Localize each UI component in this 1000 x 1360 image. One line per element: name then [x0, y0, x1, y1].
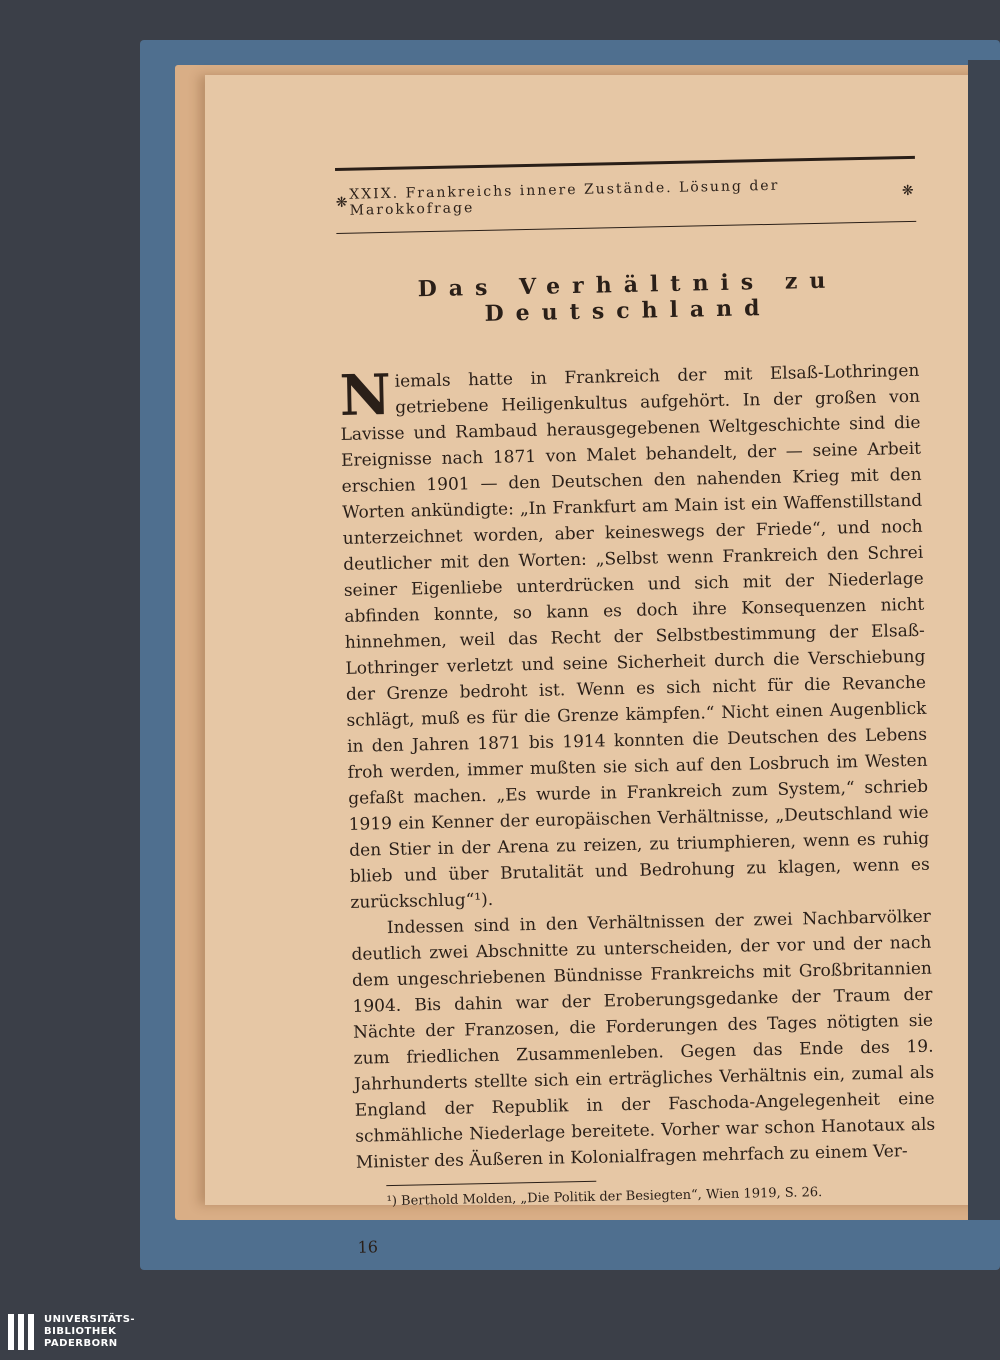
- library-logo: [8, 1312, 135, 1352]
- running-head: [335, 175, 916, 219]
- ornament-right-icon: ❋: [901, 182, 916, 200]
- section-title: Das Verhältnis zu Deutschland: [417, 267, 838, 327]
- library-logo-icon: [8, 1314, 34, 1350]
- cover-edge: [968, 60, 1000, 1220]
- page-number: 16: [357, 1237, 379, 1257]
- running-head-text: XXIX. Frankreichs innere Zustände. Lösung der Marokkofrage: [349, 177, 780, 219]
- paragraph-1-text: iemals hatte in Frankreich der mit Elsaß-Lothringen getriebene Heiligenkultus aufgehört. In der großen von Lavisse und Rambaud herausgegebenen Weltgeschichte sind die Ereignisse nach 1871 von Malet behandelt, der — seine Arbeit erschien 1901 — den Deutschen den nahenden Krieg mit den Worten ankündigte: „In Frankfurt am Main ist ein Waffenstillstand unterzeichnet worden, aber keineswegs der Friede“, und noch deutlicher mit den Worten: „Selbst wenn Frankreich den Schrei seiner Eigenliebe unterdrücken und sich mit der Niederlage abfinden konnte, so kann es doch ihre Konsequenzen nicht hinnehmen, weil das Recht der Selbstbestimmung der Elsaß-Lothringer verletzt und seine Sicherheit durch die Verschiebung der Grenze bedroht ist. Wenn es sich nicht für die Revanche schlägt, muß es für die Grenze kämpfen.“ Nicht einen Augenblick in den Jahren 1871 bis 1914 konnten die Deutschen des Lebens froh werden, immer mußten sie sich auf den Losbruch im Westen gefaßt machen. „Es wurde in Frankreich zum System,“ schrieb 1919 ein Kenner der europäischen Verhältnisse, „Deutschland wie den Stier in der Arena zu reizen, zu triumphieren, wenn es ruhig blieb und über Brutalität und Bedrohung zu klagen, wenn es zurückschlug“¹).: [340, 360, 930, 913]
- drop-cap: N: [339, 361, 392, 429]
- header-rule-bottom: [336, 221, 916, 234]
- paragraph-1: [339, 358, 930, 916]
- paragraph-2-text: Indessen sind in den Verhältnissen der zwei Nachbarvölker deutlich zwei Abschnitte zu unterscheiden, der vor und der nach dem ungeschriebenen Bündnisse Frankreichs mit Großbritannien 1904. Bis dahin war der Eroberungsgedanke der Traum der Nächte der Franzosen, die Forderungen des Tages nötigten sie zum friedlichen Zusammenleben. Gegen das Ende des 19. Jahrhunderts stellte sich ein erträgliches Verhältnis ein, zumal als England der Republik in der Faschoda-Angelegenheit eine schmähliche Niederlage bereitete. Vorher war schon Hanotaux als Minister des Äußeren in Kolonialfragen mehrfach zu einem Ver-: [351, 906, 936, 1173]
- ornament-left-icon: ❋: [335, 194, 350, 211]
- page-content: [335, 156, 936, 1257]
- paragraph-2: [351, 904, 936, 1176]
- library-logo-text: [44, 1314, 135, 1350]
- logo-line-1: UNIVERSITÄTS-: [44, 1314, 136, 1325]
- logo-line-3: PADERBORN: [44, 1338, 118, 1349]
- footnote: ¹) Berthold Molden, „Die Politik der Besiegten“, Wien 1919, S. 26.: [386, 1185, 823, 1210]
- logo-line-2: BIBLIOTHEK: [44, 1326, 117, 1337]
